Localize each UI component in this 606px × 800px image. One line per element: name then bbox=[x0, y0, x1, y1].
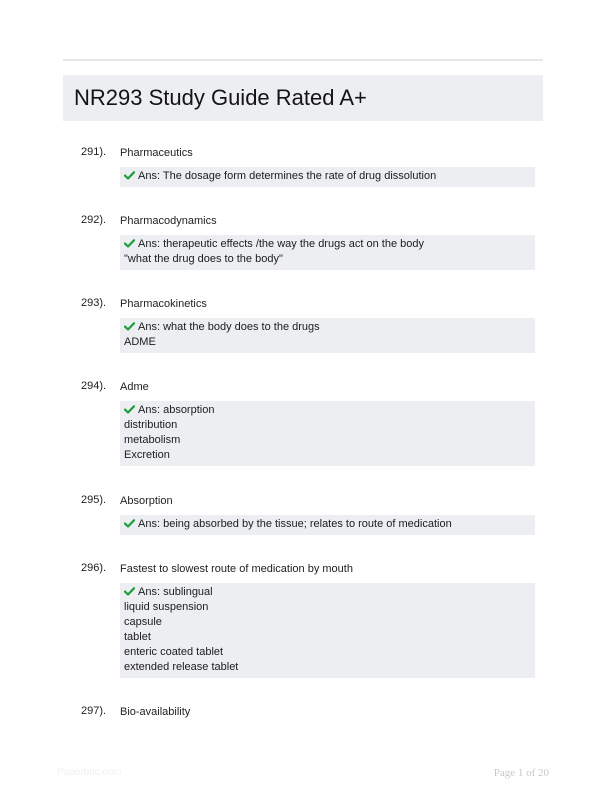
document-title: NR293 Study Guide Rated A+ bbox=[74, 85, 367, 110]
answer-box bbox=[120, 235, 535, 270]
answer-line: metabolism bbox=[124, 434, 181, 446]
check-icon bbox=[124, 171, 135, 180]
question-text: Pharmaceutics bbox=[120, 147, 193, 159]
answer-line: ADME bbox=[124, 336, 156, 348]
check-icon bbox=[124, 239, 135, 248]
answer-box bbox=[120, 318, 535, 353]
answer-box bbox=[120, 515, 535, 535]
answer-prefix: Ans: bbox=[138, 238, 161, 250]
question-number: 295). bbox=[81, 494, 107, 506]
answer-line: being absorbed by the tissue; relates to route of medication bbox=[163, 518, 452, 530]
answer-line: Excretion bbox=[124, 449, 170, 461]
question-item bbox=[81, 145, 535, 187]
answer-line: therapeutic effects /the way the drugs act on the body bbox=[163, 238, 424, 250]
check-icon bbox=[124, 587, 135, 596]
answer-line: enteric coated tablet bbox=[124, 646, 224, 658]
question-item bbox=[81, 379, 535, 466]
question-number: 294). bbox=[81, 380, 107, 392]
check-icon bbox=[124, 519, 135, 528]
top-divider bbox=[63, 59, 543, 61]
answer-line: "what the drug does to the body" bbox=[124, 253, 283, 265]
question-text: Pharmacodynamics bbox=[120, 215, 217, 227]
question-text: Bio-availability bbox=[120, 706, 191, 718]
question-item bbox=[81, 704, 535, 722]
question-number: 293). bbox=[81, 297, 107, 309]
answer-line: capsule bbox=[124, 616, 162, 628]
question-text: Fastest to slowest route of medication by mouth bbox=[120, 563, 353, 575]
question-item bbox=[81, 493, 535, 535]
answer-box bbox=[120, 583, 535, 678]
footer-site: Paperbbc.com bbox=[57, 767, 122, 778]
question-item bbox=[81, 296, 535, 353]
question-number: 292). bbox=[81, 214, 107, 226]
answer-line: liquid suspension bbox=[124, 601, 209, 613]
answer-line: The dosage form determines the rate of drug dissolution bbox=[162, 170, 437, 182]
answer-line: tablet bbox=[124, 631, 151, 643]
answer-line: absorption bbox=[163, 404, 215, 416]
answer-box bbox=[120, 167, 535, 187]
answer-prefix: Ans: bbox=[138, 170, 161, 182]
question-item bbox=[81, 561, 535, 678]
answer-line: extended release tablet bbox=[124, 661, 239, 673]
answer-prefix: Ans: bbox=[138, 321, 161, 333]
question-text: Pharmacokinetics bbox=[120, 298, 207, 310]
question-text: Adme bbox=[120, 381, 149, 393]
answer-line: what the body does to the drugs bbox=[163, 321, 320, 333]
answer-line: distribution bbox=[124, 419, 178, 431]
question-item bbox=[81, 213, 535, 270]
answer-prefix: Ans: bbox=[138, 518, 161, 530]
question-number: 296). bbox=[81, 562, 107, 574]
check-icon bbox=[124, 322, 135, 331]
answer-line: sublingual bbox=[163, 586, 213, 598]
question-number: 291). bbox=[81, 146, 107, 158]
answer-prefix: Ans: bbox=[138, 404, 161, 416]
answer-prefix: Ans: bbox=[138, 586, 161, 598]
question-text: Absorption bbox=[120, 495, 173, 507]
check-icon bbox=[124, 405, 135, 414]
answer-box bbox=[120, 401, 535, 466]
page-number: Page 1 of 20 bbox=[493, 767, 549, 779]
title-band bbox=[63, 75, 543, 121]
question-number: 297). bbox=[81, 705, 107, 717]
